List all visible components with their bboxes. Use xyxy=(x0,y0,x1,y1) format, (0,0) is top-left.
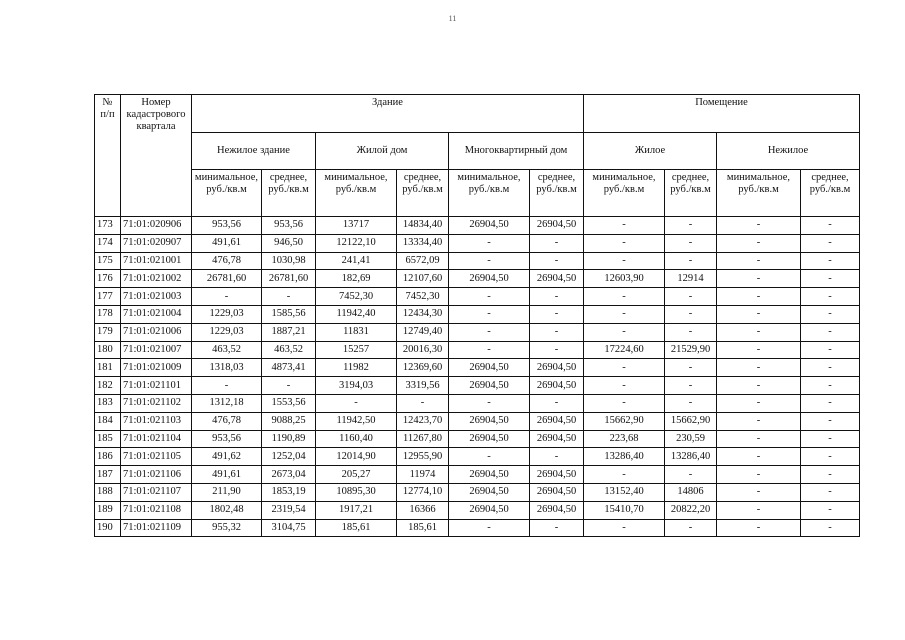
table-cell: 11974 xyxy=(397,466,449,484)
table-row xyxy=(95,234,860,252)
table-cell: 71:01:021104 xyxy=(121,430,192,448)
table-cell: 20822,20 xyxy=(665,501,717,519)
table-row xyxy=(95,466,860,484)
header-cadastral: Номер кадастрового квартала xyxy=(121,95,192,217)
table-cell: 26904,50 xyxy=(530,359,584,377)
table-cell: 71:01:021105 xyxy=(121,448,192,466)
table-cell: 1229,03 xyxy=(192,305,262,323)
table-cell: 26781,60 xyxy=(192,270,262,288)
table-cell: - xyxy=(801,359,860,377)
table-cell: 26904,50 xyxy=(449,466,530,484)
table-cell: 26781,60 xyxy=(262,270,316,288)
header-avg: среднее, руб./кв.м xyxy=(665,170,717,217)
table-cell: 185,61 xyxy=(316,519,397,537)
table-row xyxy=(95,359,860,377)
header-house: Жилой дом xyxy=(316,133,449,170)
table-cell: 13286,40 xyxy=(584,448,665,466)
table-cell: - xyxy=(449,394,530,412)
table-cell: 179 xyxy=(95,323,121,341)
table-cell: 3319,56 xyxy=(397,377,449,395)
page-number: 11 xyxy=(448,14,457,23)
table-cell: - xyxy=(530,519,584,537)
table-cell: - xyxy=(717,501,801,519)
table-cell: 26904,50 xyxy=(530,377,584,395)
table-cell: - xyxy=(449,323,530,341)
table-cell: 953,56 xyxy=(192,217,262,235)
table-cell: 26904,50 xyxy=(530,430,584,448)
table-cell: 3104,75 xyxy=(262,519,316,537)
table-cell: - xyxy=(717,270,801,288)
table-cell: - xyxy=(449,305,530,323)
table-cell: 17224,60 xyxy=(584,341,665,359)
table-cell: 12423,70 xyxy=(397,412,449,430)
table-cell: 2319,54 xyxy=(262,501,316,519)
table-cell: - xyxy=(584,234,665,252)
table-row xyxy=(95,412,860,430)
header-nonres-building: Нежилое здание xyxy=(192,133,316,170)
table-cell: 15257 xyxy=(316,341,397,359)
table-cell: 230,59 xyxy=(665,430,717,448)
table-cell: 183 xyxy=(95,394,121,412)
table-cell: 26904,50 xyxy=(449,377,530,395)
table-cell: 71:01:021101 xyxy=(121,377,192,395)
table-cell: - xyxy=(717,377,801,395)
table-row xyxy=(95,252,860,270)
table-cell: 10895,30 xyxy=(316,483,397,501)
table-cell: 491,62 xyxy=(192,448,262,466)
header-premises: Помещение xyxy=(584,95,860,133)
table-cell: 71:01:021007 xyxy=(121,341,192,359)
table-cell: 71:01:021004 xyxy=(121,305,192,323)
table-cell: - xyxy=(584,217,665,235)
table-cell: 1229,03 xyxy=(192,323,262,341)
table-row xyxy=(95,483,860,501)
table-cell: 71:01:021009 xyxy=(121,359,192,377)
table-cell: 1853,19 xyxy=(262,483,316,501)
table-cell: 13717 xyxy=(316,217,397,235)
table-cell: - xyxy=(801,252,860,270)
table-cell: 181 xyxy=(95,359,121,377)
table-cell: 26904,50 xyxy=(449,270,530,288)
table-cell: - xyxy=(801,341,860,359)
header-avg: среднее, руб./кв.м xyxy=(262,170,316,217)
table-cell: 178 xyxy=(95,305,121,323)
table-cell: - xyxy=(801,448,860,466)
table-row xyxy=(95,430,860,448)
table-cell: 1887,21 xyxy=(262,323,316,341)
table-cell: - xyxy=(717,483,801,501)
table-cell: 26904,50 xyxy=(449,217,530,235)
table-cell: - xyxy=(801,377,860,395)
table-cell: - xyxy=(584,359,665,377)
table-row xyxy=(95,501,860,519)
table-cell: - xyxy=(665,323,717,341)
table-cell: 26904,50 xyxy=(449,430,530,448)
table-cell: - xyxy=(665,377,717,395)
table-cell: - xyxy=(665,217,717,235)
table-cell: - xyxy=(801,234,860,252)
table-cell: 26904,50 xyxy=(530,412,584,430)
table-cell: - xyxy=(192,377,262,395)
table-cell: 1160,40 xyxy=(316,430,397,448)
table-body xyxy=(95,217,860,537)
table-cell: - xyxy=(801,394,860,412)
table-cell: 463,52 xyxy=(192,341,262,359)
table-row xyxy=(95,288,860,306)
table-cell: - xyxy=(665,234,717,252)
table-cell: - xyxy=(801,217,860,235)
table-cell: 71:01:021106 xyxy=(121,466,192,484)
table-cell: - xyxy=(530,448,584,466)
table-row xyxy=(95,305,860,323)
table-cell: 187 xyxy=(95,466,121,484)
table-cell: - xyxy=(717,323,801,341)
table-cell: - xyxy=(449,519,530,537)
header-min: минимальное, руб./кв.м xyxy=(192,170,262,217)
table-cell: 1312,18 xyxy=(192,394,262,412)
table-cell: 11942,50 xyxy=(316,412,397,430)
table-cell: 14806 xyxy=(665,483,717,501)
table-cell: - xyxy=(801,519,860,537)
table-cell: - xyxy=(665,305,717,323)
table-cell: - xyxy=(530,252,584,270)
table-cell: 173 xyxy=(95,217,121,235)
table-cell: - xyxy=(717,305,801,323)
table-cell: 20016,30 xyxy=(397,341,449,359)
table-cell: 491,61 xyxy=(192,466,262,484)
header-building: Здание xyxy=(192,95,584,133)
table-row xyxy=(95,323,860,341)
table-cell: - xyxy=(449,341,530,359)
table-cell: 26904,50 xyxy=(530,270,584,288)
table-cell: 12749,40 xyxy=(397,323,449,341)
table-cell: 9088,25 xyxy=(262,412,316,430)
table-cell: - xyxy=(316,394,397,412)
header-nonresidential: Нежилое xyxy=(717,133,860,170)
table-row xyxy=(95,448,860,466)
table-cell: 7452,30 xyxy=(397,288,449,306)
table-cell: - xyxy=(801,412,860,430)
table-cell: 71:01:021001 xyxy=(121,252,192,270)
table-cell: 176 xyxy=(95,270,121,288)
table-cell: - xyxy=(584,323,665,341)
table-cell: 26904,50 xyxy=(530,483,584,501)
table-cell: - xyxy=(801,483,860,501)
table-cell: 476,78 xyxy=(192,412,262,430)
table-cell: - xyxy=(397,394,449,412)
table-cell: 1802,48 xyxy=(192,501,262,519)
table-cell: 184 xyxy=(95,412,121,430)
table-cell: 491,61 xyxy=(192,234,262,252)
table-cell: 1190,89 xyxy=(262,430,316,448)
table-cell: 463,52 xyxy=(262,341,316,359)
table-cell: 177 xyxy=(95,288,121,306)
table-cell: - xyxy=(584,466,665,484)
table-cell: 1553,56 xyxy=(262,394,316,412)
table-cell: - xyxy=(449,288,530,306)
table-cell: 4873,41 xyxy=(262,359,316,377)
table-cell: 205,27 xyxy=(316,466,397,484)
header-residential: Жилое xyxy=(584,133,717,170)
table-cell: 71:01:021109 xyxy=(121,519,192,537)
table-cell: - xyxy=(449,234,530,252)
table-cell: 71:01:021103 xyxy=(121,412,192,430)
table-cell: - xyxy=(530,305,584,323)
table-cell: - xyxy=(801,288,860,306)
table-cell: 26904,50 xyxy=(530,217,584,235)
table-cell: - xyxy=(801,466,860,484)
table-cell: 15662,90 xyxy=(584,412,665,430)
table-cell: - xyxy=(262,377,316,395)
table-cell: 14834,40 xyxy=(397,217,449,235)
table-cell: 189 xyxy=(95,501,121,519)
table-cell: 223,68 xyxy=(584,430,665,448)
table-cell: - xyxy=(801,270,860,288)
table-cell: - xyxy=(717,519,801,537)
table-row xyxy=(95,270,860,288)
table-cell: - xyxy=(584,288,665,306)
table-cell: 15410,70 xyxy=(584,501,665,519)
table-cell: 13152,40 xyxy=(584,483,665,501)
table-row xyxy=(95,394,860,412)
header-apartment-building: Многоквартирный дом xyxy=(449,133,584,170)
table-cell: 11942,40 xyxy=(316,305,397,323)
table-cell: - xyxy=(717,466,801,484)
table-cell: 476,78 xyxy=(192,252,262,270)
table-cell: - xyxy=(665,466,717,484)
table-cell: 182 xyxy=(95,377,121,395)
table-cell: - xyxy=(717,341,801,359)
table-cell: 13334,40 xyxy=(397,234,449,252)
cadastral-value-table xyxy=(94,94,860,537)
table-cell: 11267,80 xyxy=(397,430,449,448)
table-cell: - xyxy=(717,234,801,252)
table-cell: 12369,60 xyxy=(397,359,449,377)
table-cell: - xyxy=(665,252,717,270)
table-row xyxy=(95,217,860,235)
table-cell: 174 xyxy=(95,234,121,252)
table-cell: - xyxy=(192,288,262,306)
table-cell: 1318,03 xyxy=(192,359,262,377)
table-cell: 71:01:021003 xyxy=(121,288,192,306)
header-min: минимальное, руб./кв.м xyxy=(449,170,530,217)
table-cell: - xyxy=(665,519,717,537)
table-cell: 1252,04 xyxy=(262,448,316,466)
table-cell: 1917,21 xyxy=(316,501,397,519)
table-cell: 6572,09 xyxy=(397,252,449,270)
table-cell: 2673,04 xyxy=(262,466,316,484)
table-cell: - xyxy=(584,394,665,412)
table-cell: - xyxy=(717,394,801,412)
table-cell: 1585,56 xyxy=(262,305,316,323)
table-cell: 71:01:020906 xyxy=(121,217,192,235)
table-cell: - xyxy=(717,252,801,270)
table-cell: 71:01:021006 xyxy=(121,323,192,341)
table-cell: - xyxy=(449,448,530,466)
header-avg: среднее, руб./кв.м xyxy=(530,170,584,217)
table-row xyxy=(95,341,860,359)
header-min: минимальное, руб./кв.м xyxy=(316,170,397,217)
table-cell: - xyxy=(801,323,860,341)
table-cell: - xyxy=(665,394,717,412)
table-cell: 12014,90 xyxy=(316,448,397,466)
table-cell: - xyxy=(530,288,584,306)
table-cell: - xyxy=(665,288,717,306)
header-avg: среднее, руб./кв.м xyxy=(801,170,860,217)
table-cell: - xyxy=(717,448,801,466)
table-cell: 71:01:020907 xyxy=(121,234,192,252)
table-cell: 241,41 xyxy=(316,252,397,270)
table-cell: 185,61 xyxy=(397,519,449,537)
table-cell: 953,56 xyxy=(192,430,262,448)
table-cell: - xyxy=(665,359,717,377)
table-cell: - xyxy=(717,430,801,448)
table-cell: 21529,90 xyxy=(665,341,717,359)
table-cell: 12434,30 xyxy=(397,305,449,323)
table-cell: 26904,50 xyxy=(449,483,530,501)
table-cell: 71:01:021102 xyxy=(121,394,192,412)
table-cell: 185 xyxy=(95,430,121,448)
table-cell: - xyxy=(584,252,665,270)
table-cell: - xyxy=(262,288,316,306)
table-row xyxy=(95,377,860,395)
table-cell: 186 xyxy=(95,448,121,466)
table-cell: 7452,30 xyxy=(316,288,397,306)
header-avg: среднее, руб./кв.м xyxy=(397,170,449,217)
table-cell: 1030,98 xyxy=(262,252,316,270)
table-cell: 71:01:021107 xyxy=(121,483,192,501)
table-cell: 13286,40 xyxy=(665,448,717,466)
table-cell: 26904,50 xyxy=(449,412,530,430)
table-cell: 12774,10 xyxy=(397,483,449,501)
table-cell: 12107,60 xyxy=(397,270,449,288)
table-cell: 180 xyxy=(95,341,121,359)
table-cell: 26904,50 xyxy=(530,501,584,519)
table-cell: 12122,10 xyxy=(316,234,397,252)
table-cell: - xyxy=(801,430,860,448)
table-cell: 955,32 xyxy=(192,519,262,537)
table-cell: 11831 xyxy=(316,323,397,341)
table-cell: 16366 xyxy=(397,501,449,519)
table-cell: - xyxy=(717,359,801,377)
table-cell: 15662,90 xyxy=(665,412,717,430)
table-cell: 11982 xyxy=(316,359,397,377)
table-cell: 190 xyxy=(95,519,121,537)
table-cell: 953,56 xyxy=(262,217,316,235)
table-cell: - xyxy=(717,412,801,430)
table-cell: - xyxy=(530,323,584,341)
header-num: № п/п xyxy=(95,95,121,217)
table-cell: 12603,90 xyxy=(584,270,665,288)
table-cell: 71:01:021108 xyxy=(121,501,192,519)
table-cell: - xyxy=(717,288,801,306)
table-cell: - xyxy=(449,252,530,270)
table-row xyxy=(95,519,860,537)
header-min: минимальное, руб./кв.м xyxy=(717,170,801,217)
header-min: минимальное, руб./кв.м xyxy=(584,170,665,217)
table-cell: 12914 xyxy=(665,270,717,288)
table-cell: - xyxy=(717,217,801,235)
table-cell: 946,50 xyxy=(262,234,316,252)
table-cell: 26904,50 xyxy=(530,466,584,484)
table-cell: 26904,50 xyxy=(449,501,530,519)
table-cell: 3194,03 xyxy=(316,377,397,395)
table-cell: 211,90 xyxy=(192,483,262,501)
table-cell: - xyxy=(530,341,584,359)
table-cell: - xyxy=(801,501,860,519)
table-cell: 175 xyxy=(95,252,121,270)
table-cell: 188 xyxy=(95,483,121,501)
table-cell: 182,69 xyxy=(316,270,397,288)
table-cell: - xyxy=(584,305,665,323)
table-cell: - xyxy=(584,519,665,537)
table-cell: 71:01:021002 xyxy=(121,270,192,288)
table-cell: - xyxy=(530,394,584,412)
table-cell: - xyxy=(801,305,860,323)
table-cell: - xyxy=(584,377,665,395)
table-cell: 12955,90 xyxy=(397,448,449,466)
table-cell: 26904,50 xyxy=(449,359,530,377)
table-cell: - xyxy=(530,234,584,252)
